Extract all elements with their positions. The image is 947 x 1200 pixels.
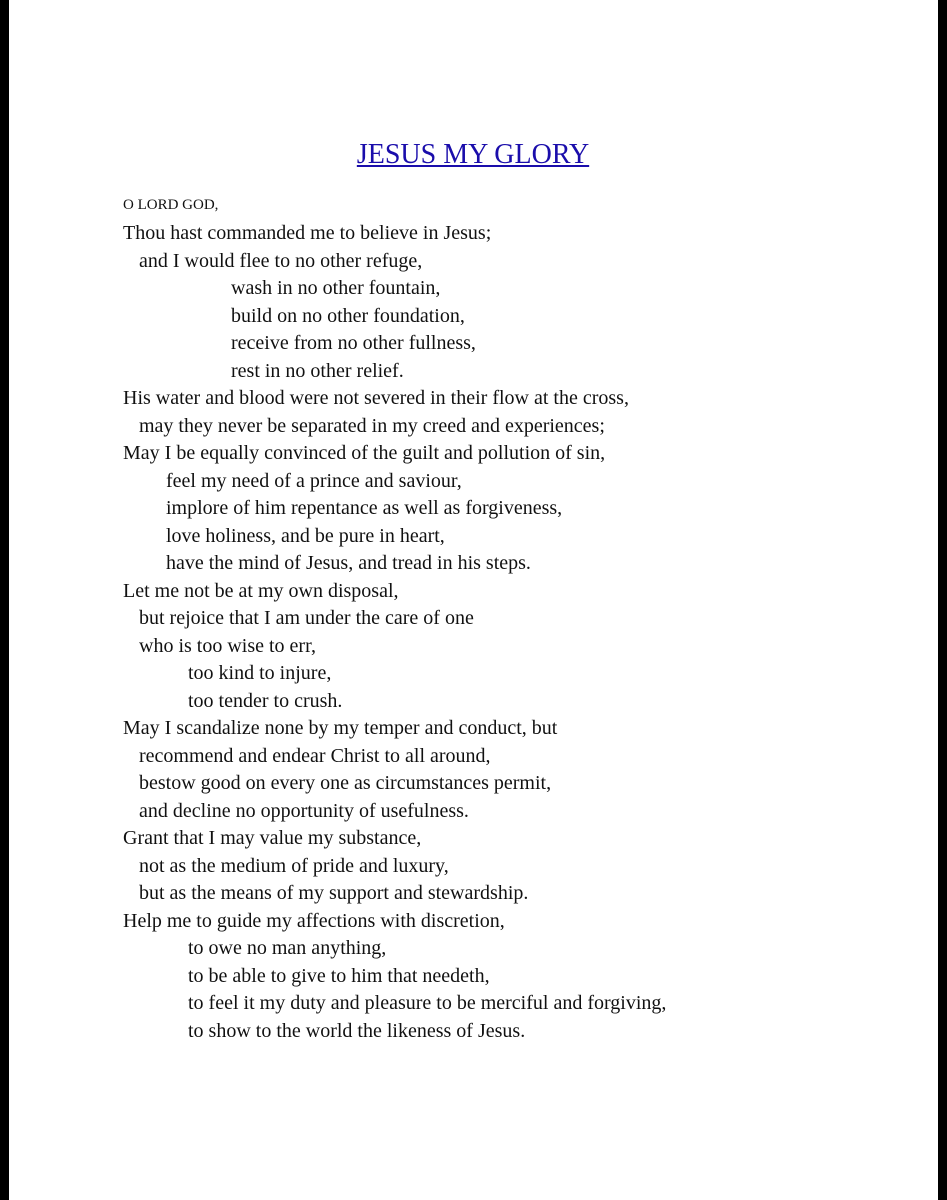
prayer-line: love holiness, and be pure in heart, bbox=[166, 524, 445, 547]
prayer-line: wash in no other fountain, bbox=[231, 277, 441, 299]
prayer-line: too tender to crush. bbox=[188, 689, 343, 712]
prayer-line: rest in no other relief. bbox=[231, 359, 404, 382]
prayer-line: too kind to injure, bbox=[188, 662, 332, 684]
prayer-line: and decline no opportunity of usefulness. bbox=[139, 799, 469, 822]
prayer-line: may they never be separated in my creed and experiences; bbox=[139, 414, 605, 437]
prayer-line: to be able to give to him that needeth, bbox=[188, 964, 490, 987]
prayer-line: Let me not be at my own disposal, bbox=[123, 579, 399, 602]
prayer-line: build on no other foundation, bbox=[231, 304, 465, 327]
prayer-line: Thou hast commanded me to believe in Jesus; bbox=[123, 222, 492, 244]
prayer-line: Help me to guide my affections with discretion, bbox=[123, 909, 505, 932]
prayer-line: and I would flee to no other refuge, bbox=[139, 249, 423, 272]
prayer-line: Grant that I may value my substance, bbox=[123, 827, 422, 849]
prayer-text bbox=[123, 220, 666, 1045]
prayer-line: to owe no man anything, bbox=[188, 937, 387, 959]
prayer-line: implore of him repentance as well as forgiveness, bbox=[166, 497, 563, 519]
prayer-line: May I scandalize none by my temper and conduct, but bbox=[123, 717, 558, 739]
prayer-line: have the mind of Jesus, and tread in his steps. bbox=[166, 552, 531, 574]
prayer-line: who is too wise to err, bbox=[139, 634, 316, 657]
page-title-link[interactable]: JESUS MY GLORY bbox=[356, 139, 590, 170]
prayer-line: but rejoice that I am under the care of one bbox=[139, 607, 474, 629]
prayer-line: recommend and endear Christ to all around, bbox=[139, 744, 491, 767]
prayer-line: but as the means of my support and stewardship. bbox=[139, 882, 529, 904]
salutation: O LORD GOD, bbox=[123, 197, 219, 213]
prayer-line: feel my need of a prince and saviour, bbox=[166, 469, 462, 492]
prayer-line: receive from no other fullness, bbox=[231, 332, 476, 354]
prayer-line: to show to the world the likeness of Jesus. bbox=[188, 1019, 526, 1042]
document-page bbox=[9, 0, 938, 1200]
prayer-line: not as the medium of pride and luxury, bbox=[139, 854, 449, 877]
prayer-line: His water and blood were not severed in their flow at the cross, bbox=[123, 387, 629, 409]
prayer-line: to feel it my duty and pleasure to be merciful and forgiving, bbox=[188, 992, 667, 1014]
prayer-line: May I be equally convinced of the guilt and pollution of sin, bbox=[123, 442, 606, 464]
prayer-line: bestow good on every one as circumstances permit, bbox=[139, 772, 552, 794]
